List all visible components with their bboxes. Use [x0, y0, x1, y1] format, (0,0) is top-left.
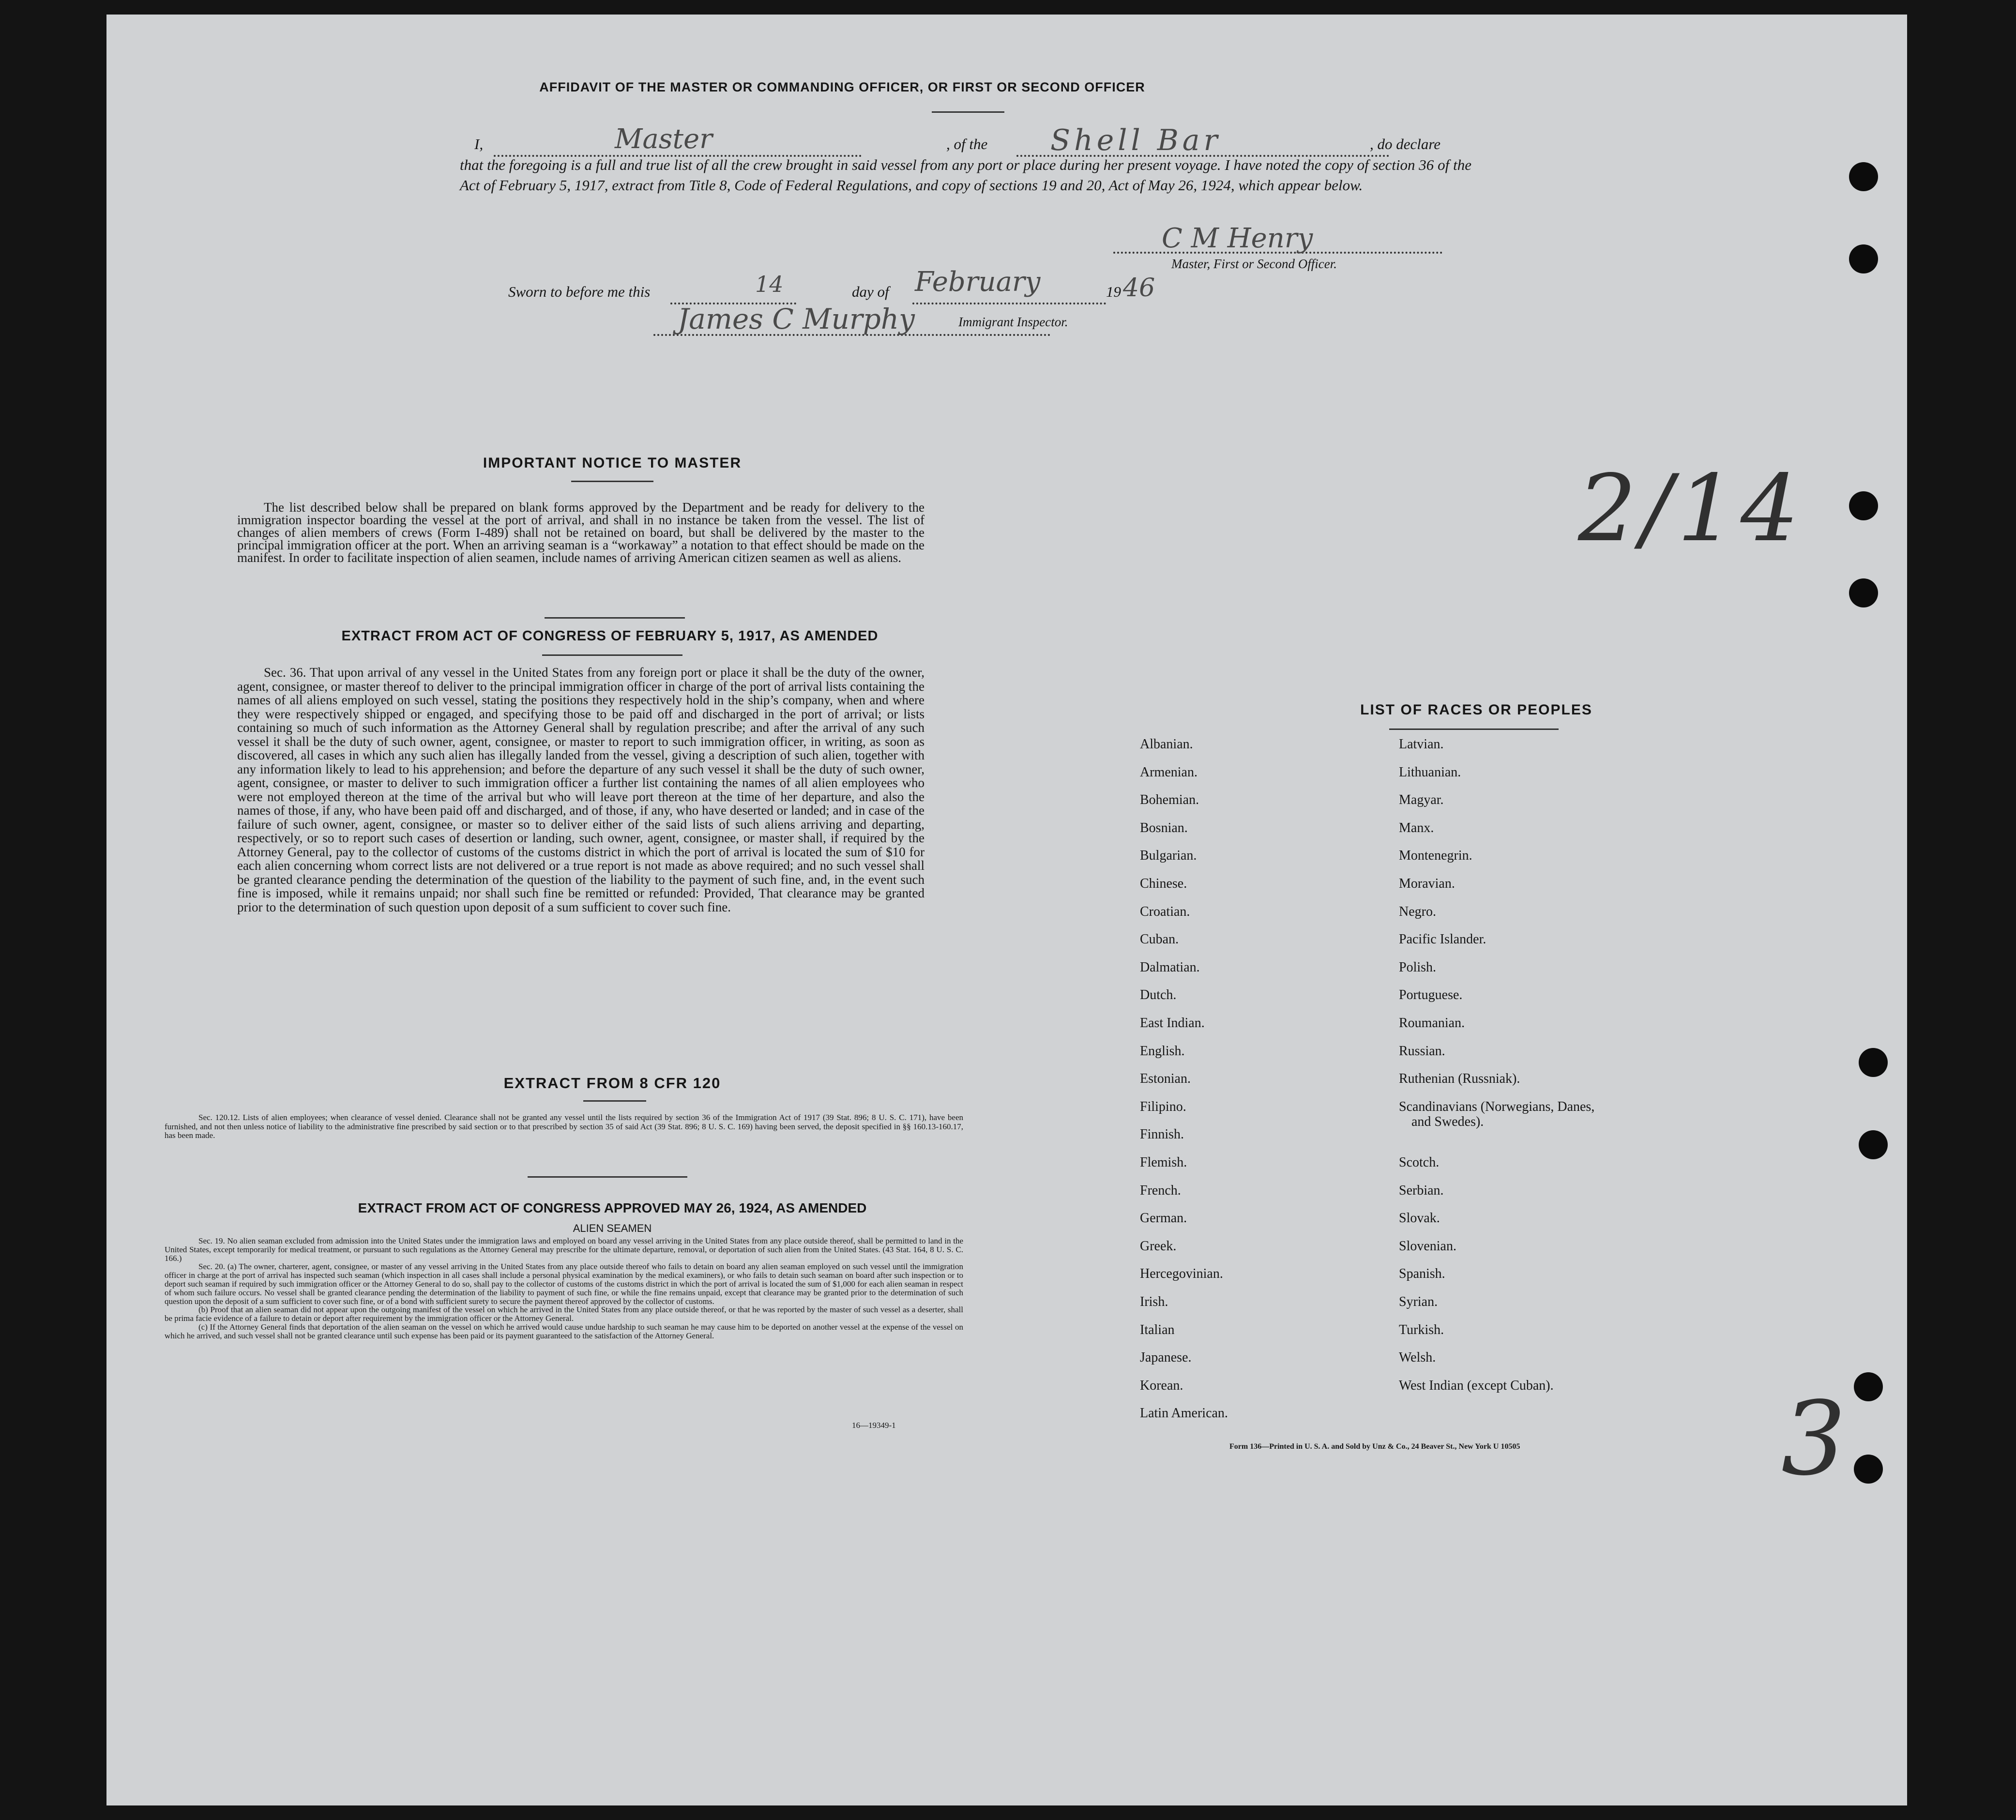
extract-1917-heading: EXTRACT FROM ACT OF CONGRESS OF FEBRUARY 5, 1917, AS AMENDED: [341, 628, 879, 644]
handwritten-name: Master: [615, 123, 712, 155]
race-item: Flemish.: [1140, 1155, 1187, 1170]
binder-hole: [1854, 1455, 1883, 1484]
do-declare-label: , do declare: [1370, 136, 1441, 152]
affidavit-body: that the foregoing is a full and true list of all the crew brought in said vessel from any port or place during her present voyage. I have noted the copy of section 36 of the Act of February 5, 1917, extract from Title 8, Code of Federal Regulations, and copy of sections 19 and 20, Act of May 26, 1924, which appear below.: [460, 156, 1471, 194]
race-item: Portuguese.: [1399, 987, 1463, 1003]
race-item: Roumanian.: [1399, 1016, 1465, 1031]
binder-hole: [1849, 244, 1878, 273]
form-imprint: Form 136—Printed in U. S. A. and Sold by Unz & Co., 24 Beaver St., New York U 10505: [1229, 1442, 1520, 1451]
cfr-underline: [583, 1100, 646, 1102]
cfr-divider: [528, 1176, 687, 1178]
race-item: Polish.: [1399, 959, 1437, 975]
notice-divider: [545, 617, 685, 619]
race-item: Lithuanian.: [1399, 764, 1461, 780]
extract-1924-body: [165, 1237, 963, 1340]
race-item: Bohemian.: [1140, 792, 1199, 808]
i-label: I,: [474, 136, 484, 152]
race-item: Ruthenian (Russniak).: [1399, 1071, 1520, 1087]
race-item: Pacific Islander.: [1399, 932, 1486, 947]
race-item: English.: [1140, 1043, 1185, 1059]
sec-20c-text: (c) If the Attorney General finds that deportation of the alien seaman on the vessel on which he arrived would cause undue hardship to such seaman he may cause him to be deported on another vessel at the expense of the vessel on which he arrived, and such vessel shall not be granted clearance until such expense has been paid or its payment guaranteed to the satisfaction of the Attorney General.: [165, 1322, 963, 1340]
cfr-heading: EXTRACT FROM 8 CFR 120: [503, 1075, 721, 1092]
race-item: Negro.: [1399, 904, 1436, 919]
race-item: Croatian.: [1140, 904, 1190, 919]
race-item: Armenian.: [1140, 764, 1197, 780]
sworn-day: 14: [755, 271, 784, 297]
races-underline: [1389, 728, 1559, 730]
day-of-label: day of: [852, 283, 889, 300]
cfr-text: Sec. 120.12. Lists of alien employees; when clearance of vessel denied. Clearance shall not be granted any vessel until the lists required by section 36 of the Immigration Act of 1917 (39 Stat. 896; 8 U. S. C. 171), have been furnished, and not then unless notice of liability to the administrative fine prescribed by said section or to that prescribed by section 35 of said Act (39 Stat. 896; 8 U. S. C. 169) having been served, the deposit specified in §§ 160.13-160.17, has been made.: [165, 1113, 963, 1140]
month-line: [912, 303, 1106, 304]
race-item: Slovenian.: [1399, 1238, 1456, 1254]
race-item: Bosnian.: [1140, 820, 1188, 835]
race-item: Latin American.: [1140, 1406, 1228, 1421]
inspector-caption: Immigrant Inspector.: [958, 315, 1068, 329]
notice-heading: IMPORTANT NOTICE TO MASTER: [483, 455, 742, 471]
race-item: Bulgarian.: [1140, 848, 1197, 864]
race-item: Scandinavians (Norwegians, Danes, and Swedes).: [1399, 1099, 1595, 1129]
race-item: Estonian.: [1140, 1071, 1191, 1087]
binder-hole: [1849, 491, 1878, 520]
race-item: East Indian.: [1140, 1016, 1205, 1031]
master-signature: C M Henry: [1162, 223, 1313, 254]
affidavit-title: AFFIDAVIT OF THE MASTER OR COMMANDING OFFICER, OR FIRST OR SECOND OFFICER: [539, 80, 1145, 94]
signature-caption: Master, First or Second Officer.: [1171, 257, 1337, 271]
race-item: Welsh.: [1399, 1350, 1436, 1365]
race-item: Japanese.: [1140, 1350, 1192, 1365]
race-item: Manx.: [1399, 820, 1434, 835]
inspector-signature: James C Murphy: [678, 303, 915, 335]
race-item: Montenegrin.: [1399, 848, 1472, 864]
sworn-label: Sworn to before me this: [508, 283, 651, 300]
extract-1917-underline: [542, 654, 682, 656]
form-sheet: [106, 15, 1907, 1805]
of-the-label: , of the: [946, 136, 988, 152]
notice-text: The list described below shall be prepared on blank forms approved by the Department and be ready for delivery to the immigration inspector boarding the vessel at the port of arrival, and shall in no instance be taken from the vessel. The list of changes of alien members of crews (Form I-489) shall not be retained on board, but shall be delivered by the master to the principal immigration officer at the port. When an arriving seaman is a “workaway” a notation to that effect should be made on the manifest. In order to facilitate inspection of alien seamen, include names of arriving American citizen seamen as well as aliens.: [237, 500, 925, 565]
race-item: Korean.: [1140, 1378, 1183, 1393]
race-item: Dalmatian.: [1140, 959, 1200, 975]
race-item: Slovak.: [1399, 1211, 1440, 1226]
race-item: Dutch.: [1140, 987, 1177, 1003]
sworn-month: February: [915, 266, 1041, 298]
extract-1924-subheading: ALIEN SEAMEN: [573, 1222, 652, 1234]
corner-number-handwritten: 3: [1781, 1380, 1846, 1498]
binder-hole: [1859, 1048, 1888, 1077]
race-item: Hercegovinian.: [1140, 1266, 1223, 1282]
race-item: Serbian.: [1399, 1183, 1444, 1198]
race-item: French.: [1140, 1183, 1181, 1198]
race-item: Albanian.: [1140, 737, 1193, 752]
binder-hole: [1849, 578, 1878, 607]
race-item: Spanish.: [1399, 1266, 1445, 1282]
race-item: Turkish.: [1399, 1322, 1444, 1337]
sec-20a-text: Sec. 20. (a) The owner, charterer, agent, consignee, or master of any vessel arriving in the United States from any place outside thereof who fails to detain on board any alien seaman employed on such vessel until the immigration officer in charge at the port of arrival has inspected such seaman (which inspection in all cases shall include a personal physical examination by the medical examiners), or who fails to detain such seaman on board after such inspection or to deport such seaman if required by such immigration officer or the Attorney General to do so, shall pay to the collector of customs of the customs district in which the port of arrival is located the sum of $1,000 for each alien seaman in respect of whom such failure occurs. No vessel shall be granted clearance pending the determination of the liability to payment of such fine, or while the fine remains unpaid, except that clearance may be granted prior to the determination of such question upon the deposit of a sum sufficient to cover such fine, or of a bond with sufficient surety to secure the payment thereof approved by the collector of customs.: [165, 1262, 963, 1306]
year-printed: 19: [1106, 283, 1121, 300]
year-handwritten: 46: [1123, 273, 1155, 303]
race-item: Finnish.: [1140, 1127, 1184, 1142]
race-item: Syrian.: [1399, 1294, 1438, 1309]
race-item: West Indian (except Cuban).: [1399, 1378, 1554, 1393]
race-item: German.: [1140, 1211, 1187, 1226]
notice-underline: [571, 481, 653, 482]
race-item: Cuban.: [1140, 932, 1179, 947]
race-item: Russian.: [1399, 1043, 1445, 1059]
binder-hole: [1859, 1130, 1888, 1159]
form-code: 16—19349-1: [852, 1421, 896, 1430]
sec-20b-text: (b) Proof that an alien seaman did not appear upon the outgoing manifest of the vessel on which he arrived in the United States from any place outside thereof, or that he was reported by the master of such vessel as a deserter, shall be prima facie evidence of a failure to detain or deport after requirement by the immigration officer or the Attorney General.: [165, 1305, 963, 1323]
race-item: Chinese.: [1140, 876, 1187, 891]
race-item: Filipino.: [1140, 1099, 1186, 1114]
handwritten-vessel: Shell Bar: [1050, 123, 1222, 157]
race-item: Greek.: [1140, 1238, 1177, 1254]
sec-19-text: Sec. 19. No alien seaman excluded from admission into the United States under the immigration laws and employed on board any vessel arriving in the United States from any place outside thereof, shall be permitted to land in the United States, except temporarily for medical treatment, or pursuant to such regulations as the Attorney General may prescribe for the ultimate departure, removal, or deportation of such alien from the United States. (43 Stat. 164, 8 U. S. C. 166.): [165, 1236, 963, 1263]
race-item: Irish.: [1140, 1294, 1168, 1309]
extract-1924-heading: EXTRACT FROM ACT OF CONGRESS APPROVED MAY 26, 1924, AS AMENDED: [358, 1200, 867, 1215]
races-heading: LIST OF RACES OR PEOPLES: [1360, 702, 1592, 718]
race-item: Italian: [1140, 1322, 1175, 1337]
race-item: Magyar.: [1399, 792, 1444, 808]
extract-1917-text: Sec. 36. That upon arrival of any vessel in the United States from any foreign port or place it shall be the duty of the owner, agent, consignee, or master thereof to deliver to the principal immigration officer in charge of the port of arrival lists containing the names of all aliens employed on such vessel, stating the positions they respectively hold in the ship’s company, when and where they were respectively shipped or engaged, and specifying those to be paid off and discharged in the port of arrival; or lists containing so much of such information as the Attorney General shall by regulation prescribe; and after the arrival of any such vessel it shall be the duty of such owner, agent, consignee, or master to report to such immigration officer, in writing, as soon as discovered, all cases in which any such alien has illegally landed from the vessel, giving a description of such alien, together with any information likely to lead to his apprehension; and before the departure of any such vessel it shall be the duty of such owner, agent, consignee, or master to deliver to such immigration officer a further list containing the names of all alien employees who were not employed thereon at the time of the arrival but who will leave port thereon at the time of her departure, and also the names of those, if any, who have been paid off and discharged, and of those, if any, who have deserted or landed; and in case of the failure of such owner, agent, consignee, or master so to deliver either of the said lists of such aliens arriving and departing, respectively, or so to report such cases of desertion or landing, such owner, agent, consignee, or master shall, if required by the Attorney General, pay to the collector of customs of the customs district in which the port of arrival is located the sum of $10 for each alien concerning whom correct lists are not delivered or a true report is not made as above required; and no such vessel shall be granted clearance pending the determination of the question of the liability to the payment of such fine, and, in the event such fine is imposed, while it remains unpaid; nor shall such fine be remitted or refunded: Provided, That clearance may be granted prior to the determination of such question upon deposit of a sum sufficient to cover such fine.: [237, 665, 925, 914]
binder-hole: [1854, 1372, 1883, 1401]
title-underline: [932, 111, 1004, 113]
race-item: Latvian.: [1399, 737, 1444, 752]
binder-hole: [1849, 162, 1878, 191]
page-number-handwritten: 2/14: [1578, 455, 1804, 562]
race-item: Scotch.: [1399, 1155, 1440, 1170]
race-item: Moravian.: [1399, 876, 1455, 891]
